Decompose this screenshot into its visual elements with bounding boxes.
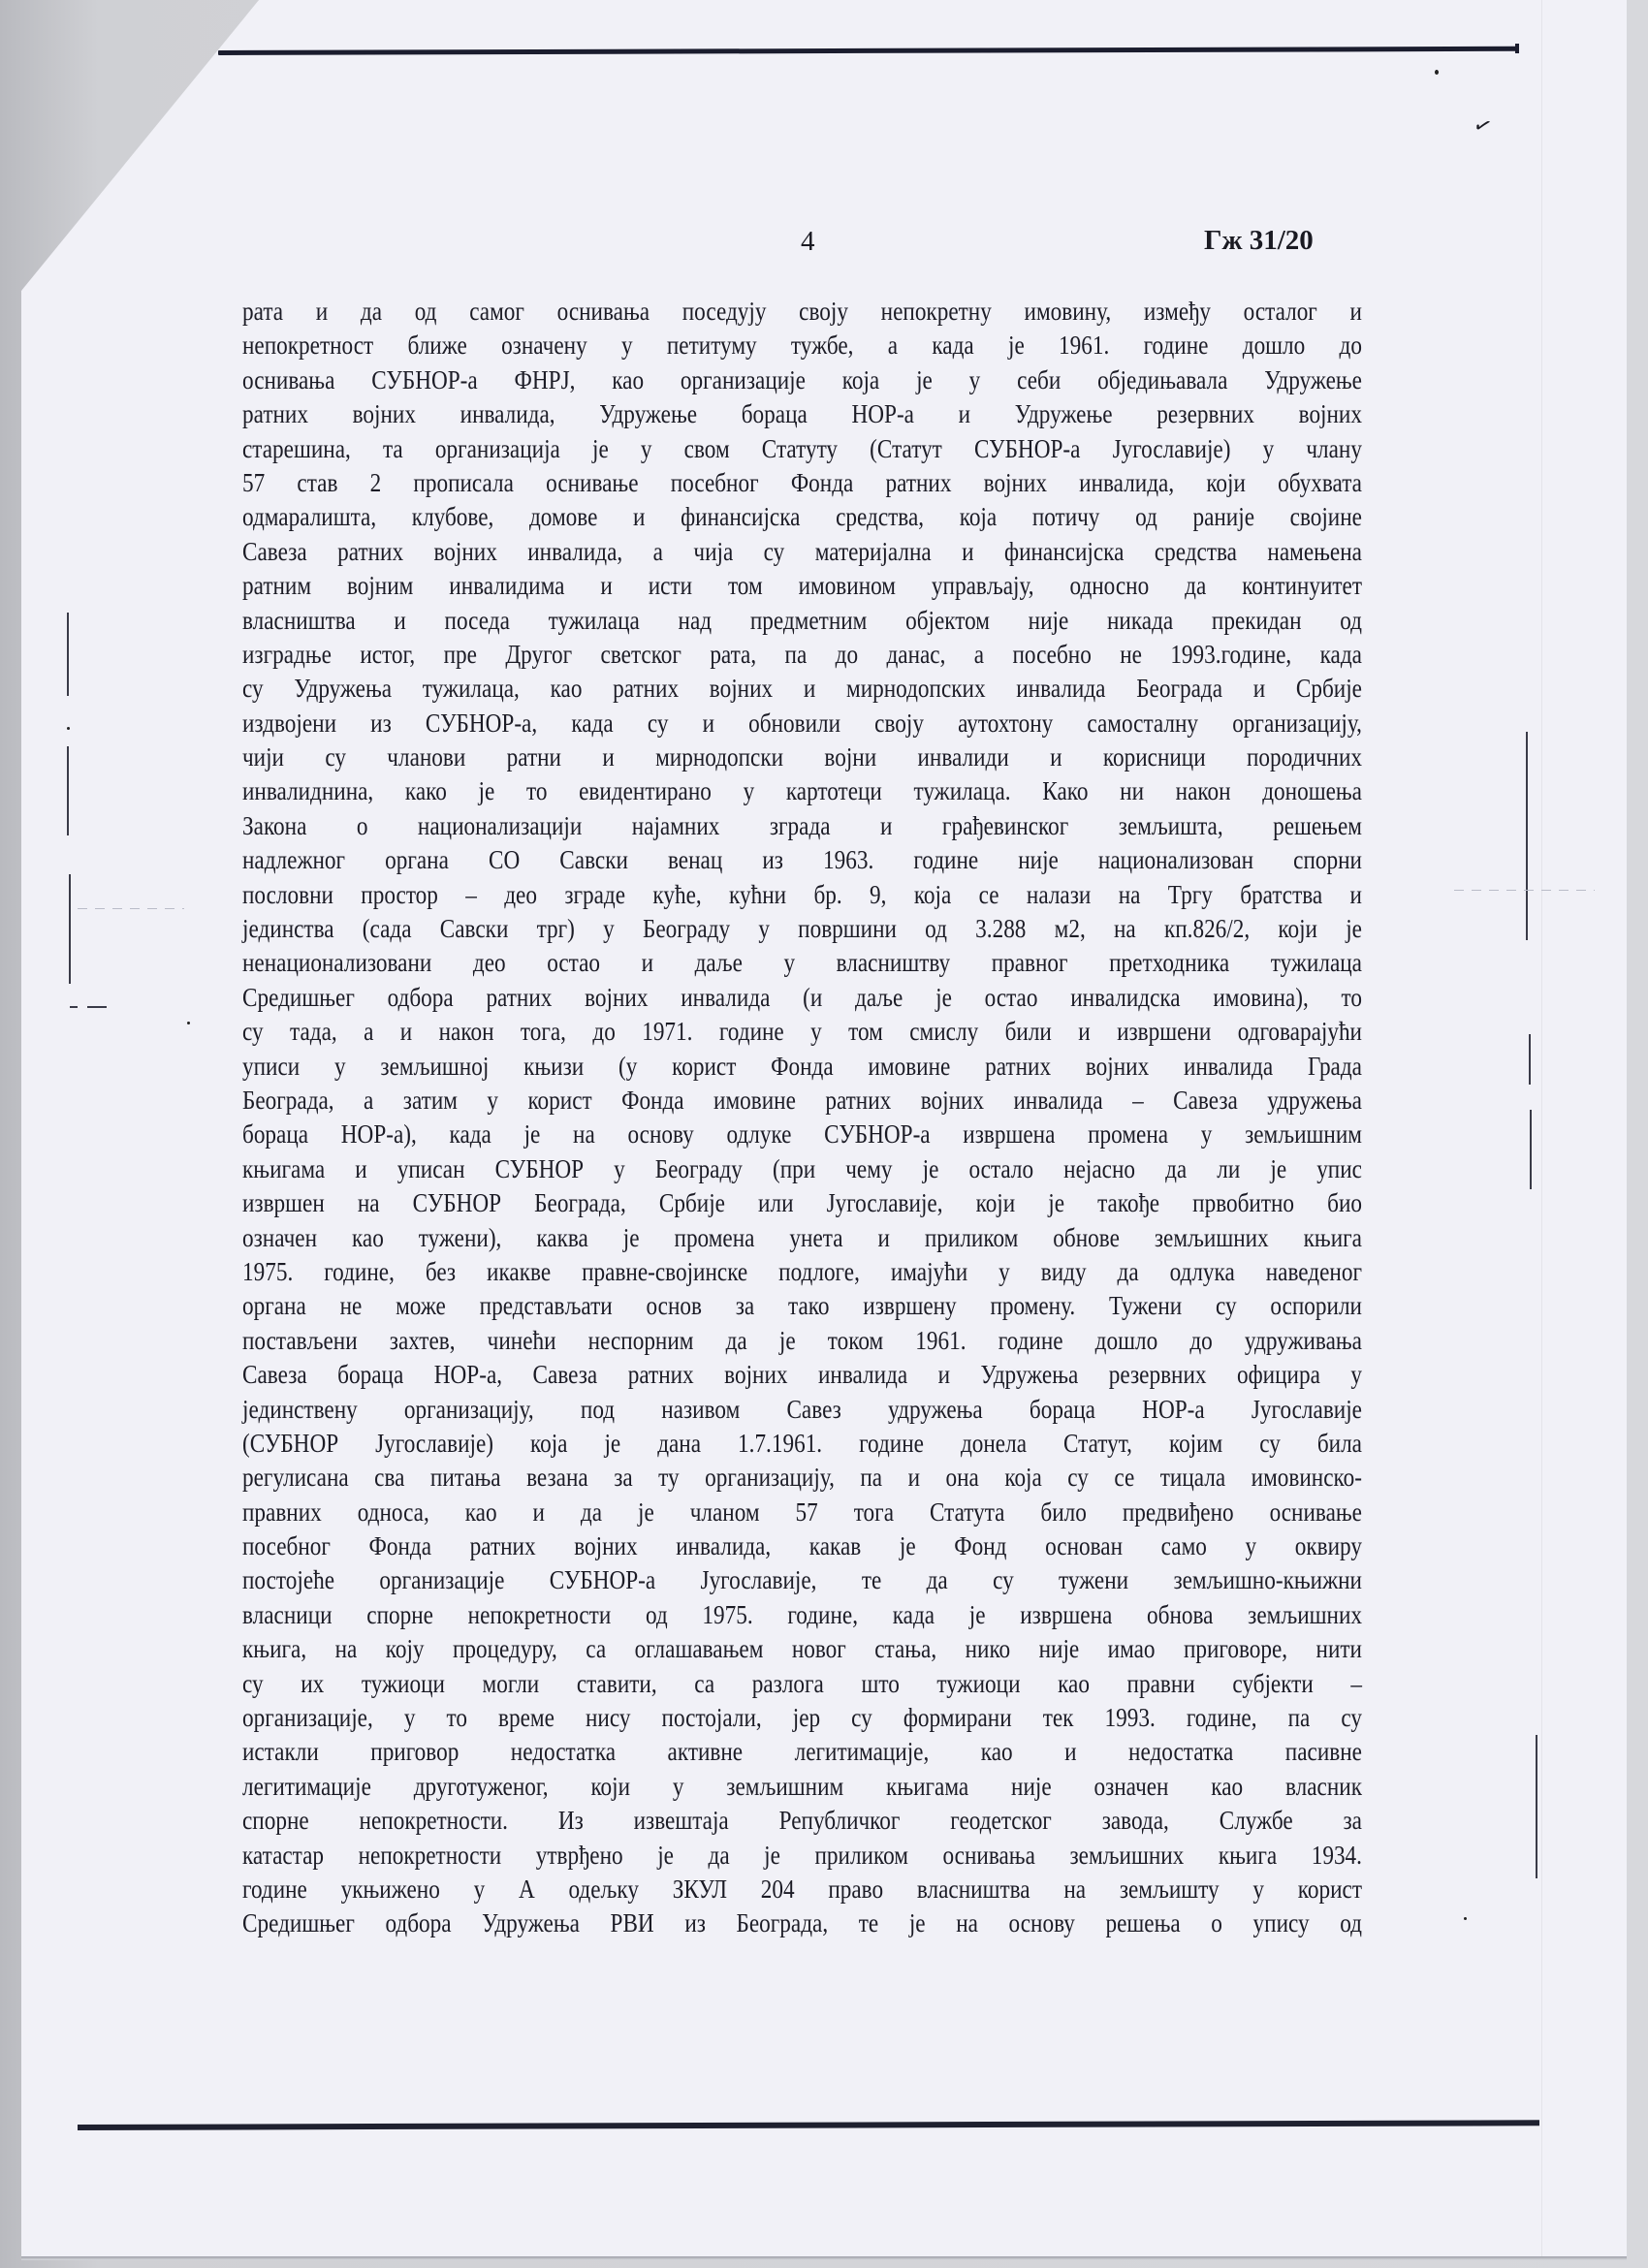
text-line: јединства (сада Савски трг) у Београду у површини од 3.288 м2, на кп.826/2, који је (242, 914, 1362, 944)
text-line: инвалиднина, како је то евидентирано у картотеци тужилаца. Како ни након доношења (242, 776, 1362, 806)
page-bottom-edge (21, 2256, 1627, 2260)
text-line: власници спорне непокретности од 1975. године, када је извршена обнова земљишних (242, 1599, 1362, 1629)
text-line: 1975. године, без икакве правне-својинске подлоге, имајући у виду да одлука наведеног (242, 1256, 1362, 1286)
text-line: Савеза ратних војних инвалида, а чија су материјална и финансијска средства намењена (242, 536, 1362, 566)
text-line: истакли приговор недостатка активне легитимације, као и недостатка пасивне (242, 1737, 1362, 1767)
scan-speck (1435, 70, 1439, 75)
text-line: бораца НОР-а), када је на основу одлуке СУБНОР-а извршена промена у земљишним (242, 1119, 1362, 1150)
text-line: постављени захтев, чинећи неспорним да је током 1961. године дошло до удруживања (242, 1325, 1362, 1355)
top-border-rule-end (1515, 44, 1519, 53)
text-line: регулисана сва питања везана за ту организацију, па и она која су се тицала имовинско- (242, 1463, 1362, 1493)
text-line: рата и да од самог оснивања поседују своју непокретну имовину, између осталог и (242, 297, 1362, 326)
text-line: су их тужиоци могли ставити, са разлога што тужиоци као правни субјекти – (242, 1668, 1362, 1698)
text-line: 57 став 2 прописала оснивање посебног Фонда ратних војних инвалида, који обухвата (242, 467, 1362, 497)
text-line: јединствену организацију, под називом Савез удружења бораца НОР-а Југославије (242, 1394, 1362, 1424)
right-margin-mark (1529, 1034, 1531, 1085)
text-line: чији су чланови ратни и мирнодопски војни инвалиди и корисници породичних (242, 742, 1362, 772)
left-margin-dash (87, 1006, 107, 1008)
left-margin-dash (70, 1006, 78, 1008)
text-line: посебног Фонда ратних војних инвалида, какав је Фонд основан само у оквиру (242, 1531, 1362, 1561)
right-margin-mark (1530, 1110, 1532, 1189)
text-line: организације, у то време нису постојали, јер су формирани тек 1993. године, па су (242, 1703, 1362, 1733)
text-line: Савеза бораца НОР-а, Савеза ратних војних инвалида и Удружења резервних официра у (242, 1360, 1362, 1390)
right-margin-mark (1536, 1735, 1537, 1878)
text-line: оснивања СУБНОР-а ФНРЈ, као организације која је у себи обједињавала Удружење (242, 364, 1362, 394)
text-line: ратним војним инвалидима и исти том имовином управљају, односно да континуитет (242, 571, 1362, 601)
scan-speck (1464, 1917, 1467, 1920)
text-line: правних односа, као и да је чланом 57 тога Статута било предвиђено оснивање (242, 1496, 1362, 1527)
text-line: изградње истог, пре Другог светског рата, па до данас, а посебно не 1993.године, када (242, 639, 1362, 669)
text-line: спорне непокретности. Из извештаја Републичког геодетског завода, Службе за (242, 1806, 1362, 1836)
check-mark-icon: ✓ (1470, 111, 1496, 142)
right-faint-dash (1454, 890, 1595, 891)
case-number: Гж 31/20 (1204, 225, 1314, 256)
scan-speck (187, 1022, 190, 1024)
text-line: уписи у земљишној књизи (у корист Фонда имовине ратних војних инвалида Града (242, 1051, 1362, 1081)
page-number: 4 (801, 226, 815, 257)
left-margin-mark (67, 613, 69, 696)
text-line: старешина, та организација је у свом Статуту (Статут СУБНОР-а Југославије) у члану (242, 433, 1362, 463)
text-line: Средишњег одбора Удружења РВИ из Београда, те је на основу решења о упису од (242, 1908, 1362, 1938)
text-line: постојеће организације СУБНОР-а Југославије, те да су тужени земљишно-књижни (242, 1565, 1362, 1595)
text-line: ратних војних инвалида, Удружење бораца НОР-а и Удружење резервних војних (242, 399, 1362, 429)
text-line: легитимације друготуженог, који у земљишним књигама није означен као власник (242, 1771, 1362, 1801)
text-line: књига, на коју процедуру, са оглашавањем новог стања, нико није имао приговоре, нити (242, 1634, 1362, 1664)
left-margin-mark (67, 746, 69, 835)
document-body (242, 295, 1362, 1941)
text-line: су Удружења тужилаца, као ратних војних и мирнодопских инвалида Београда и Србије (242, 674, 1362, 704)
text-line: ненационализовани део остао и даље у власништву правног претходника тужилаца (242, 948, 1362, 978)
text-line: Закона о национализацији најамних зграда и грађевинског земљишта, решењем (242, 810, 1362, 840)
left-margin-mark (69, 874, 71, 984)
text-line: Београда, а затим у корист Фонда имовине ратних војних инвалида – Савеза удружења (242, 1085, 1362, 1115)
text-line: књигама и уписан СУБНОР у Београду (при чему је остало нејасно да ли је упис (242, 1153, 1362, 1183)
text-line: одмаралишта, клубове, домове и финансијска средства, која потичу од раније својине (242, 502, 1362, 532)
right-margin-mark (1526, 732, 1528, 940)
text-line: године укњижено у А одељку ЗКУЛ 204 право власништва на земљишту у корист (242, 1874, 1362, 1904)
text-line: (СУБНОР Југославије) која је дана 1.7.1961. године донела Статут, којим су била (242, 1428, 1362, 1458)
page-edge-line (1541, 0, 1542, 2258)
text-line: издвојени из СУБНОР-а, када су и обновили своју аутохтону самосталну организацију, (242, 708, 1362, 738)
text-line: власништва и поседа тужилаца над предметним објектом није никада прекидан од (242, 605, 1362, 635)
text-line: катастар непокретности утврђено је да је приликом оснивања земљишних књига 1934. (242, 1840, 1362, 1870)
left-faint-dash (78, 908, 184, 909)
text-line: извршен на СУБНОР Београда, Србије или Југославије, који је такође првобитно био (242, 1188, 1362, 1218)
scan-speck (67, 727, 70, 730)
text-line: пословни простор – део зграде куће, кућни бр. 9, која се налази на Тргу братства и (242, 879, 1362, 909)
text-line: надлежног органа СО Савски венац из 1963. године није национализован спорни (242, 845, 1362, 875)
text-line: органа не може представљати основ за тако извршену промену. Тужени су оспорили (242, 1291, 1362, 1321)
text-line: означен као тужени), каква је промена унета и приликом обнове земљишних књига (242, 1222, 1362, 1252)
text-line: су тада, а и након тога, до 1971. године у том смислу били и извршени одговарајући (242, 1017, 1362, 1047)
text-line: непокретност ближе означену у петитуму тужбе, а када је 1961. године дошло до (242, 331, 1362, 361)
text-line: Средишњег одбора ратних војних инвалида (и даље је остао инвалидска имовина), то (242, 982, 1362, 1012)
